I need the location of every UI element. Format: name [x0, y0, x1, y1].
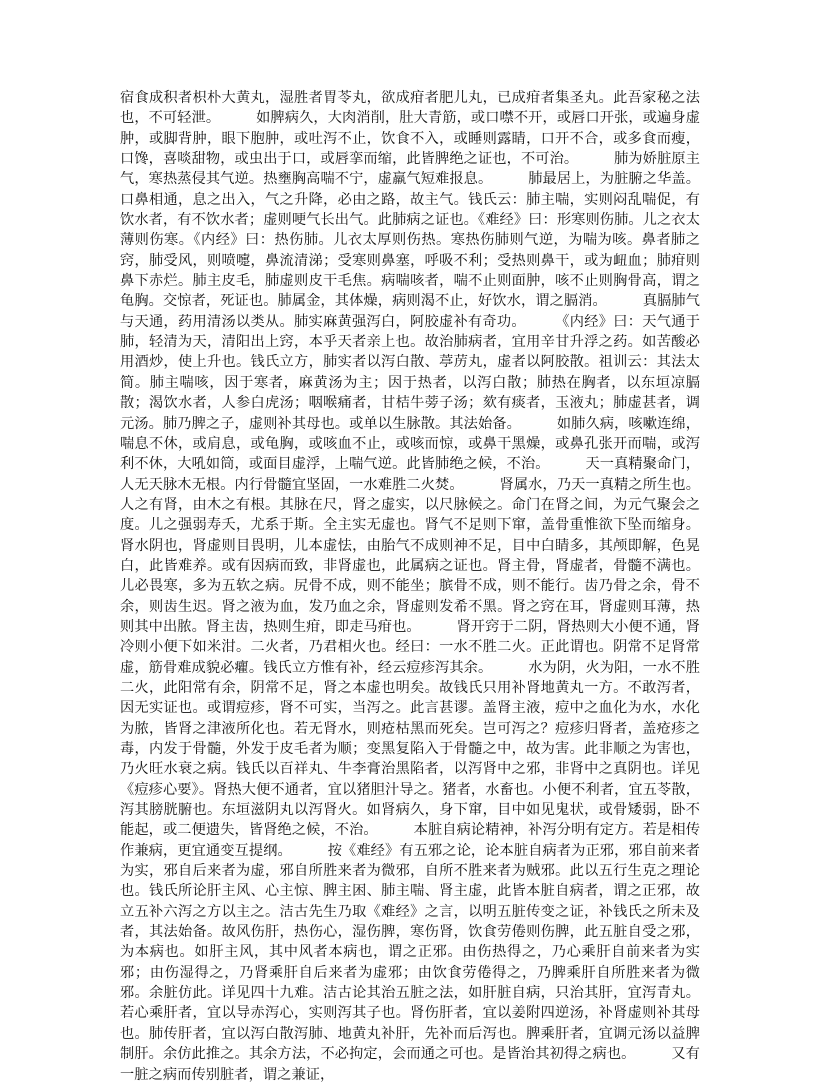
text-segment: 真膈肺气与天通，药用清汤以类从。肺实麻黄强泻白，阿胶虚补有奇功。 [120, 293, 700, 330]
text-segment: 如肺久病，咳嗽连绵，喘息不休，或肩息，或龟胸，或咳血不止，或咳而惊，或鼻干黑燥，或鼻孔张开而喘，或泻利不休，大吼如筒，或面目虚浮，上喘气逆。此皆肺绝之候，不治。 [120, 415, 700, 473]
text-segment: 天一真精聚命门，人无天脉木无根。内行骨髓宜坚固，一水难胜二火焚。 [120, 456, 700, 493]
text-segment: 本脏自病论精神，补泻分明有定方。若是相传作兼病，更宜通变互提纲。 [120, 822, 700, 859]
text-segment: 肺为娇脏原主气，寒热蒸侵其气逆。热壅胸高喘不宁，虚羸气短难报息。 [120, 151, 700, 188]
text-segment: 《内经》曰：天气通于肺，轻清为天，清阳出上窍，本乎天者亲上也。故治肺病者，宜用辛甘升浮之药。如苦酸必用酒炒，使上升也。钱氏立方，肺实者以泻白散、葶苈丸，虚者以阿胶散。祖训云：其法太简。肺主喘咳，因于寒者，麻黄汤为主；因于热者，以泻白散；肺热在胸者，以东垣凉膈散；渴饮水者，人参白虎汤；咽喉痛者，甘桔牛蒡子汤；欬有痰者，玉液丸；肺虚甚者，调元汤。肺乃脾之子，虚则补其母也。或单以生脉散。其法始备。 [120, 313, 700, 432]
document-page [120, 88, 700, 1083]
text-segment: 肾属水，乃天一真精之所生也。人之有肾，由木之有根。其脉在尺，肾之虚实，以尺脉候之。命门在肾之间，为元气聚会之度。儿之强弱寿夭，尤系于斯。全主实无虚也。肾气不足则下窜，盖骨重惟欲下坠而缩身。肾水阴也，肾虚则目畏明，儿本虚怯，由胎气不成则神不足，目中白睛多，其颅即解，色晃白，此皆难养。或有因病而致，非肾虚也，此属病之证也。肾主骨，肾虚者，骨髓不满也。儿必畏寒，多为五软之病。尻骨不成，则不能坐；膑骨不成，则不能行。齿乃骨之余，骨不余，则齿生迟。肾之液为血，发乃血之余，肾虚则发希不黑。肾之窍在耳，肾虚则耳薄，热则其中出脓。肾主齿，热则生疳，即走马疳也。 [120, 476, 700, 635]
text-segment: 水为阴，火为阳，一水不胜二火，此阳常有余，阴常不足，肾之本虚也明矣。故钱氏只用补肾地黄丸一方。不敢泻者，因无实证也。或谓痘疹，肾不可实，当泻之。此言甚谬。盖肾主液，痘中之血化为水，水化为脓，皆肾之津液所化也。若无肾水，则疮枯黑而死矣。岂可泻之？痘疹归肾者，盖疮疹之毒，内发于骨髓，外发于皮毛者为顺；变黑复陷入于骨髓之中，故为害。此非顺之为害也，乃火旺水衰之病。钱氏以百祥丸、牛李膏治黑陷者，以泻肾中之邪，非肾中之真阴也。详见《痘疹心要》。肾热大便不通者，宜以猪胆汁导之。猪者，水畜也。小便不利者，宜五苓散，泻其膀胱腑也。东垣滋阴丸以泻肾火。如肾病久，身下窜，目中如见鬼状，或骨矮弱，卧不能起，或二便遗失，皆肾绝之候，不治。 [120, 659, 700, 839]
text-segment: 肾开窍于二阴，肾热则大小便不通，肾冷则小便下如米泔。二火者，乃君相火也。经曰：一水不胜二火。正此谓也。阴常不足肾常虚，筋骨难成貌必癯。钱氏立方惟有补，经云痘疹泻其余。 [120, 618, 700, 676]
text-segment: 又有一脏之病而传别脏者，谓之兼证， [120, 1046, 700, 1083]
text-segment: 肺最居上，为脏腑之华盖。口鼻相通，息之出入，气之升降，必由之路，故主气。钱氏云：肺主喘，实则闷乱喘促，有饮水者，有不饮水者；虚则哽气长出气。此肺病之证也。《难经》曰：形寒则伤肺。儿之衣太薄则伤寒。《内经》曰：热伤肺。儿衣太厚则伤热。寒热伤肺则气逆，为喘为咳。鼻者肺之窍，肺受风，则喷嚏，鼻流清涕；受寒则鼻塞，呼吸不利；受热则鼻干，或为衄血；肺疳则鼻下赤烂。肺主皮毛，肺虚则皮干毛焦。病喘咳者，喘不止则面肿，咳不止则胸骨高，谓之龟胸。交惊者，死证也。肺属金，其体燥，病则渴不止，好饮水，谓之膈消。 [120, 171, 700, 310]
body-paragraph [120, 88, 700, 1085]
text-segment: 如脾病久，大肉消削，肚大青筋，或口噤不开，或唇口开张，或遍身虚肿，或脚背肿，眼下胞肿，或吐泻不止，饮食不入，或睡则露睛，口开不合，或多食而瘦，口馋，喜啖甜物，或虫出于口，或唇挛而缩，此皆脾绝之证也，不可治。 [120, 110, 700, 168]
text-segment: 宿食成积者枳朴大黄丸，湿胜者胃苓丸，欲成疳者肥儿丸，已成疳者集圣丸。此吾家秘之法也，不可轻泄。 [120, 90, 700, 127]
text-segment: 按《难经》有五邪之论，论本脏自病者为正邪，邪自前来者为实，邪自后来者为虚，邪自所胜来者为微邪，自所不胜来者为贼邪。此以五行生克之理论也。钱氏所论肝主风、心主惊、脾主困、肺主喘、肾主虚，此皆本脏自病者，谓之正邪，故立五补六泻之方以主之。洁古先生乃取《难经》之言，以明五脏传变之证，补钱氏之所未及者，其法始备。故风伤肝，热伤心，湿伤脾，寒伤肾，饮食劳倦则伤脾，此五脏自受之邪，为本病也。如肝主风，其中风者本病也，谓之正邪。由伤热得之，乃心乘肝自前来者为实邪；由伤湿得之，乃肾乘肝自后来者为虚邪；由饮食劳倦得之，乃脾乘肝自所胜来者为微邪。余脏仿此。详见四十九难。洁古论其治五脏之法，如肝脏自病，只治其肝，宜泻青丸。若心乘肝者，宜以导赤泻心，实则泻其子也。肾伤肝者，宜以姜附四逆汤，补肾虚则补其母也。肺传肝者，宜以泻白散泻肺、地黄丸补肝，先补而后泻也。脾乘肝者，宜调元汤以益脾制肝。余仿此推之。其余方法，不必拘定，会而通之可也。是皆治其初得之病也。 [120, 842, 700, 1063]
